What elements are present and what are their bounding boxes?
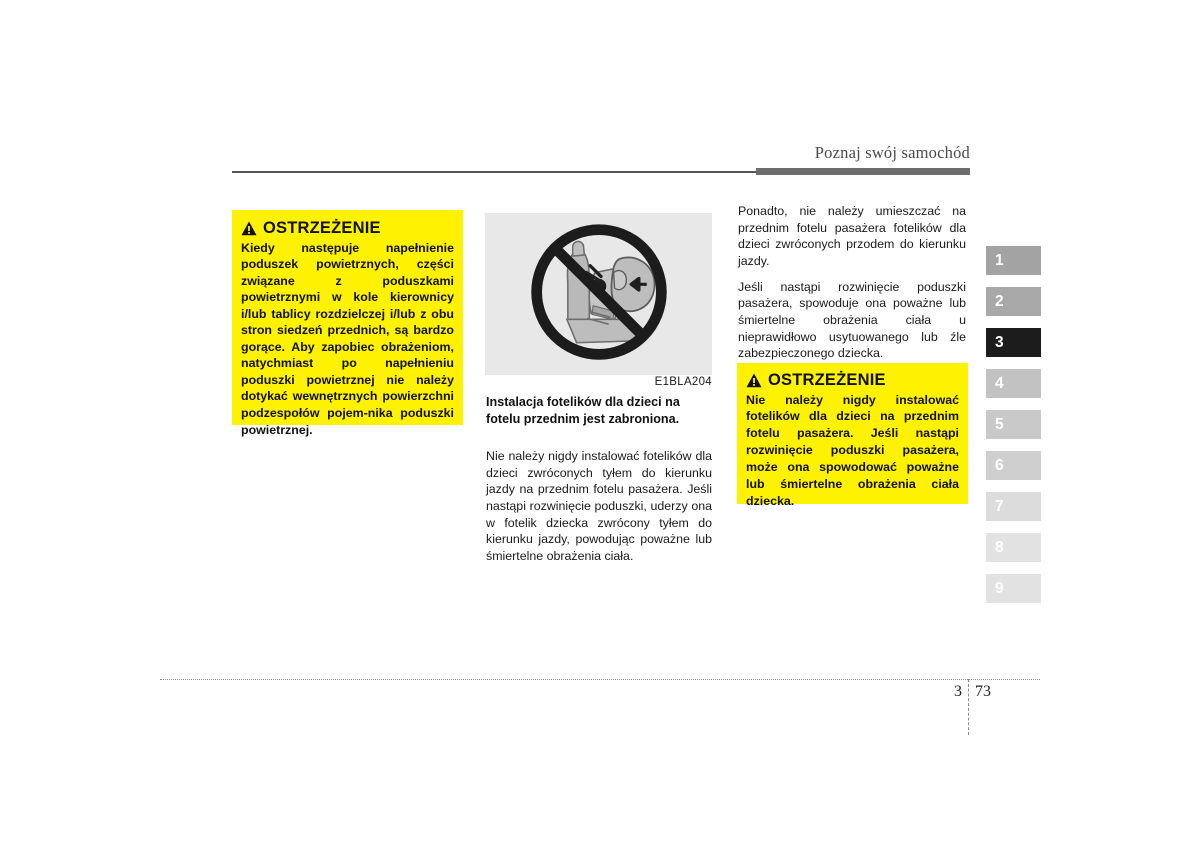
- header-rule-thin: [232, 171, 756, 173]
- chapter-tab-3-label: 3: [995, 333, 1004, 351]
- chapter-tabs: [986, 246, 1041, 615]
- chapter-tab-5-label: 5: [995, 415, 1004, 433]
- warning-body-left: Kiedy następuje napełnienie poduszek powietrznych, części związane z poduszkami powietrznymi w kole kierownicy i/lub tablicy rozdzielczej i/lub z obu stron siedzeń przednich, są bardzo gorące. Aby zapobiec obrażeniom, natychmiast po napełnieniu poduszki powietrznej nie należy dotykać wewnętrznych powierzchni podzespołów pojem-nika poduszki powietrznej.: [241, 240, 454, 437]
- chapter-tab-6[interactable]: [986, 451, 1041, 480]
- middle-column-body: Nie należy nigdy instalować fotelików dla dzieci zwróconych tyłem do kierunku jazdy na przednim fotelu pasażera. Jeśli nastąpi rozwinięcie poduszki, uderzy ona w fotelik dziecka zwrócony tyłem do kierunku jazdy, powodując poważne lub śmiertelne obrażenia ciała.: [486, 449, 712, 564]
- chapter-tab-9[interactable]: [986, 574, 1041, 603]
- warning-header-left: [241, 220, 454, 237]
- chapter-tab-6-label: 6: [995, 456, 1004, 474]
- right-column-text: [738, 203, 966, 362]
- chapter-tab-5[interactable]: [986, 410, 1041, 439]
- chapter-tab-9-label: 9: [995, 579, 1004, 597]
- footer-divider: [160, 679, 1040, 680]
- right-column-paragraph-1: Ponadto, nie należy umieszczać na przednim fotelu pasażera fotelików dla dzieci zwróconych przodem do kierunku jazdy.: [738, 204, 966, 269]
- warning-box-left: [232, 210, 463, 437]
- footer-page-number: 73: [975, 683, 991, 700]
- warning-title-right: OSTRZEŻENIE: [768, 371, 886, 389]
- chapter-tab-1-label: 1: [995, 251, 1004, 269]
- chapter-tab-2[interactable]: [986, 287, 1041, 316]
- page-header-title: Poznaj swój samochód: [814, 143, 970, 162]
- right-column-paragraph-2: Jeśli nastąpi rozwinięcie poduszki pasażera, spowoduje ona poważne lub śmiertelne obrażenia ciała u nieprawidłowo usytuowanego lub źle zabezpieczonego dziecka.: [738, 279, 966, 361]
- chapter-tab-7[interactable]: [986, 492, 1041, 521]
- header-rule-thick: [756, 168, 970, 175]
- footer-vertical-divider: [968, 679, 969, 735]
- warning-box-right: [737, 363, 968, 508]
- chapter-tab-8[interactable]: [986, 533, 1041, 562]
- warning-header-right: [746, 372, 959, 389]
- warning-triangle-icon: [746, 373, 762, 388]
- figure-code: E1BLA204: [654, 376, 712, 388]
- warning-triangle-icon: [241, 221, 257, 236]
- figure-panel: [485, 213, 712, 375]
- chapter-tab-8-label: 8: [995, 538, 1004, 556]
- warning-body-right: Nie należy nigdy instalować fotelików dla dzieci na przednim fotelu pasażera. Jeśli nastąpi rozwinięcie poduszki pasażera, może ona spowodować poważne lub śmiertelne obrażenia ciała dziecka.: [746, 392, 959, 508]
- figure-caption: Instalacja fotelików dla dzieci na fotelu przednim jest zabroniona.: [486, 395, 680, 426]
- chapter-tab-2-label: 2: [995, 292, 1004, 310]
- chapter-tab-7-label: 7: [995, 497, 1004, 515]
- chapter-tab-4[interactable]: [986, 369, 1041, 398]
- chapter-tab-4-label: 4: [995, 374, 1004, 392]
- chapter-tab-1[interactable]: [986, 246, 1041, 275]
- warning-title-left: OSTRZEŻENIE: [263, 219, 381, 237]
- chapter-tab-3[interactable]: [986, 328, 1041, 357]
- footer-chapter-number: 3: [954, 683, 962, 700]
- no-rear-facing-child-seat-icon: [521, 218, 677, 370]
